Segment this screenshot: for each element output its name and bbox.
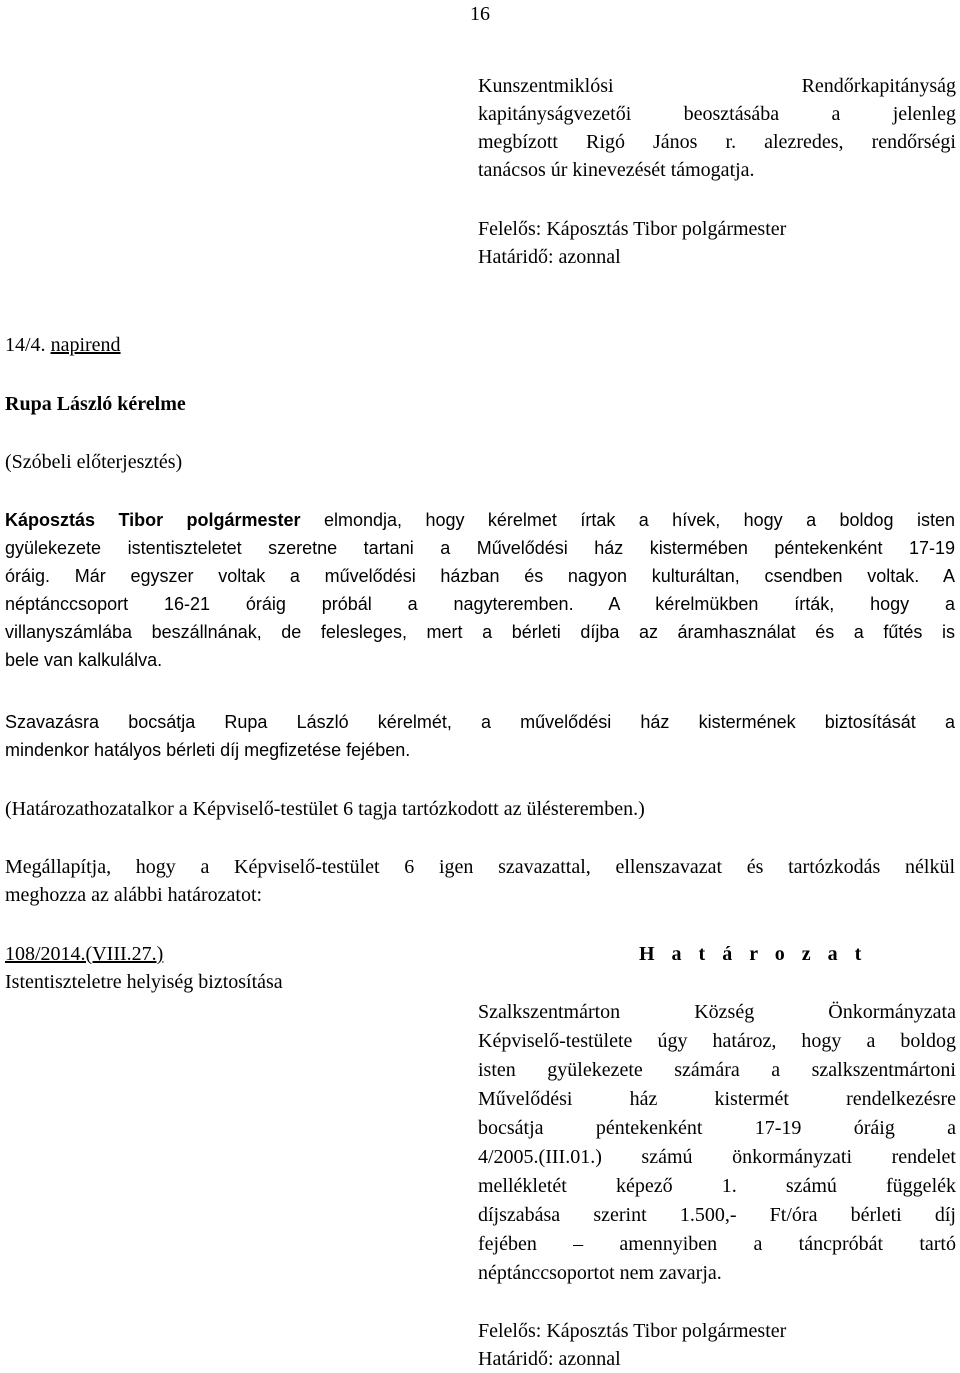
resolution-deadline: Határidő: azonnal [478,1348,621,1370]
resolution-footer [478,1317,956,1373]
top-line-4: tanácsos úr kinevezését támogatja. [478,159,755,181]
resolution-line-6: 4/2005.(III.01.) számú önkormányzati rendelet [478,1146,956,1168]
subtitle: (Szóbeli előterjesztés) [5,451,183,473]
top-block [478,72,956,184]
resolution-line-9: fejében – amennyiben a táncpróbát tartó [478,1233,956,1255]
resolution-line-5: bocsátja péntekenként 17-19 óráig a [478,1117,956,1139]
body-line-6: bele van kalkulálva. [5,650,163,670]
top-deadline: Határidő: azonnal [478,246,621,268]
resolution-heading: H a t á r o z a t [639,943,868,965]
speaker-name: Káposztás Tibor polgármester [5,510,301,530]
resolution-number: 108/2014.(VIII.27.) [5,943,164,965]
top-line-1: Kunszentmiklósi Rendőrkapitányság [478,75,956,97]
finding-paragraph [5,853,955,909]
resolution-line-8: díjszabása szerint 1.500,- Ft/óra bérleti díj [478,1204,956,1226]
finding-line-2: meghozza az alábbi határozatot: [5,884,263,906]
body-paragraph [5,506,955,674]
body-line-2: gyülekezete istentiszteletet szeretne tartani a Művelődési ház kistermében péntekenként 17-19 [5,538,955,558]
body-line-4: néptánccsoport 16-21 óráig próbál a nagyteremben. A kérelmükben írták, hogy a [5,594,955,614]
vote-paragraph [5,708,955,764]
resolution-line-3: isten gyülekezete számára a szalkszentmártoni [478,1059,956,1081]
resolution-line-7: mellékletét képező 1. számú függelék [478,1175,956,1197]
resolution-line-2: Képviselő-testülete úgy határoz, hogy a boldog [478,1030,956,1052]
finding-line-1: Megállapítja, hogy a Képviselő-testület 6 igen szavazattal, ellenszavazat és tartózkodás nélkül [5,856,955,878]
vote-line-1: Szavazásra bocsátja Rupa László kérelmét, a művelődési ház kistermének biztosítását a [5,712,955,732]
presence-note: (Határozathozatalkor a Képviselő-testület 6 tagja tartózkodott az ülésteremben.) [5,798,645,820]
page-title: Rupa László kérelme [5,393,186,415]
resolution-text [478,998,956,1288]
body-line-1-text: elmondja, hogy kérelmet írtak a hívek, hogy a boldog isten [323,510,955,530]
resolution-subject: Istentiszteletre helyiség biztosítása [5,971,283,993]
resolution-line-4: Művelődési ház kistermét rendelkezésre [478,1088,956,1110]
vote-line-2: mindenkor hatályos bérleti díj megfizetése fejében. [5,740,411,760]
body-line-1 [5,506,955,534]
resolution-line-10: néptánccsoportot nem zavarja. [478,1262,722,1284]
body-line-3: óráig. Már egyszer voltak a művelődési házban és nagyon kulturáltan, csendben voltak. A [5,566,955,586]
top-line-2: kapitányságvezetői beosztásába a jelenleg [478,103,956,125]
resolution-line-1: Szalkszentmárton Község Önkormányzata [478,1001,956,1023]
agenda-label: napirend [50,334,121,356]
body-line-5: villanyszámlába beszállnának, de felesleges, mert a bérleti díjba az áramhasználat és a fűtés is [5,622,955,642]
page-number: 16 [470,3,490,25]
top-responsible: Felelős: Káposztás Tibor polgármester [478,218,787,240]
resolution-responsible: Felelős: Káposztás Tibor polgármester [478,1320,787,1342]
agenda-item [5,331,121,359]
resolution-meta [5,940,283,996]
top-line-3: megbízott Rigó János r. alezredes, rendőrségi [478,131,956,153]
agenda-number: 14/4. [5,334,46,356]
